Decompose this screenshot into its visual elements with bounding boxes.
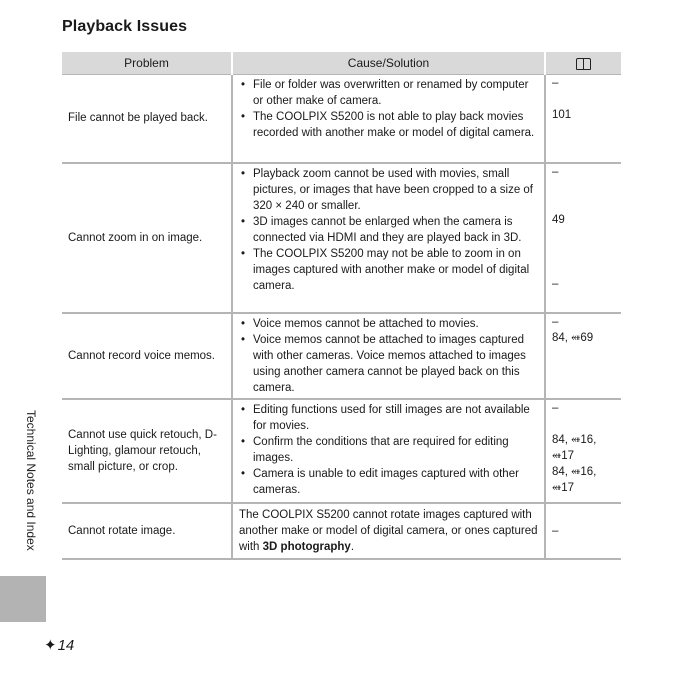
problem-cell: Cannot rotate image. <box>62 503 232 559</box>
reference-value <box>552 196 617 212</box>
book-reference-icon <box>576 58 591 69</box>
table-row <box>62 313 621 399</box>
reference-value: 84, ⬵16, <box>552 433 597 446</box>
cause-cell <box>232 75 545 163</box>
reference-cell <box>545 163 621 313</box>
cause-cell <box>232 163 545 313</box>
cause-item: • The COOLPIX S5200 is not able to play back movies recorded with another make or model of digital camera. <box>239 109 538 141</box>
cause-cell <box>232 399 545 503</box>
table-row <box>62 163 621 313</box>
reference-value: – <box>552 77 559 89</box>
table-header-row <box>62 52 621 75</box>
header-reference <box>545 52 621 75</box>
reference-value <box>552 244 617 260</box>
reference-value: – <box>552 401 559 414</box>
reference-value: – <box>552 277 559 290</box>
page-number-value: 14 <box>57 637 75 654</box>
problem-cell: Cannot use quick retouch, D-Lighting, glamour retouch, small picture, or crop. <box>62 399 232 503</box>
reference-cell <box>545 399 621 503</box>
cause-item: • Voice memos cannot be attached to images captured with other cameras. Voice memos attached to images using another camera cannot be played back on this camera. <box>239 332 538 396</box>
cause-item: • Confirm the conditions that are required for editing images. <box>239 434 538 466</box>
table-row <box>62 399 621 503</box>
section-tab <box>0 576 46 622</box>
problem-cell: Cannot zoom in on image. <box>62 163 232 313</box>
reference-value: – <box>552 524 559 537</box>
cause-item: • File or folder was overwritten or renamed by computer or other make of camera. <box>239 77 538 109</box>
table-row <box>62 503 621 559</box>
reference-cell <box>545 75 621 163</box>
reference-value: 101 <box>552 109 572 121</box>
cause-item: • Playback zoom cannot be used with movies, small pictures, or images that have been cropped to a size of 320 × 240 or smaller. <box>239 166 538 214</box>
reference-value: – <box>552 165 559 178</box>
reference-value <box>552 180 617 196</box>
cause-item: • The COOLPIX S5200 may not be able to zoom in on images captured with another make or model of digital camera. <box>239 246 538 294</box>
cause-text: The COOLPIX S5200 cannot rotate images captured with another make or model of digital camera, or ones captured with <box>239 508 538 553</box>
reference-cell <box>545 313 621 399</box>
cause-item: • 3D images cannot be enlarged when the camera is connected via HDMI and they are played back in 3D. <box>239 214 538 246</box>
problem-cell: Cannot record voice memos. <box>62 313 232 399</box>
reference-value: ⬵17 <box>552 449 574 462</box>
header-cause-solution: Cause/Solution <box>232 52 545 75</box>
table-row <box>62 75 621 163</box>
reference-value <box>552 228 617 244</box>
playback-issues-table <box>62 52 621 560</box>
reference-value <box>552 260 617 276</box>
index-section-icon: ✦ <box>44 637 57 654</box>
reference-value: 84, ⬵69 <box>552 331 594 344</box>
reference-value: 49 <box>552 213 565 226</box>
section-label: Technical Notes and Index <box>24 410 38 551</box>
header-problem: Problem <box>62 52 232 75</box>
page-title: Playback Issues <box>62 18 188 35</box>
cause-item: • Voice memos cannot be attached to movies. <box>239 316 538 332</box>
reference-value: 84, ⬵16, <box>552 465 597 478</box>
page-number <box>44 636 74 654</box>
cause-cell <box>232 313 545 399</box>
problem-cell: File cannot be played back. <box>62 75 232 163</box>
cause-item: • Editing functions used for still images are not available for movies. <box>239 402 538 434</box>
cause-end: . <box>350 540 355 553</box>
reference-value <box>552 416 617 432</box>
cause-item: • Camera is unable to edit images captured with other cameras. <box>239 466 538 498</box>
cause-cell <box>232 503 545 559</box>
reference-value: ⬵17 <box>552 481 574 494</box>
reference-cell <box>545 503 621 559</box>
cause-emphasis: 3D photography <box>262 540 351 553</box>
reference-value: – <box>552 315 559 328</box>
reference-value <box>552 91 617 107</box>
